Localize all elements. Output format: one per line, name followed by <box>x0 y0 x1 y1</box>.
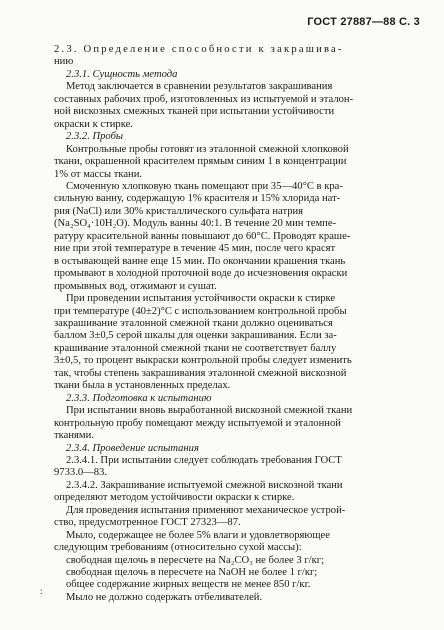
text-line: ткани была в установленных пределах. <box>54 380 231 392</box>
text-line: окраски к стирке. <box>54 118 133 130</box>
text-line: рия (NaCl) или 30% кристаллического сульфата натрия <box>54 205 304 217</box>
text-line: При испытании вновь выработанной вискозной смежной ткани <box>66 405 353 417</box>
text-line: баллом 3±0,5 серой шкалы для оценки закрашивания. Если за- <box>54 330 337 342</box>
text-line: Смоченную хлопковую ткань помещают при 35—40°С в кра- <box>66 180 343 192</box>
document-body <box>54 44 422 604</box>
subsection-heading: 2.3.4. Проведение испытания <box>66 442 199 454</box>
text-line: 1% от массы ткани. <box>54 168 143 180</box>
text-line: 2.3.4.1. При испытании следует соблюдать требования ГОСТ <box>66 454 342 466</box>
subsection-heading: 2.3.2. Пробы <box>66 131 124 143</box>
text-line: ткани, окрашенной красителем прямым синим 1 в концентрации <box>54 156 347 168</box>
text-line: Мыло не должно содержать отбеливателей. <box>66 591 263 603</box>
text-line: следующим требованиям (относительно сухой массы): <box>54 542 302 554</box>
text-line: тканями. <box>54 430 94 442</box>
text-line: ние при этой температуре в течение 45 мин, после чего красят <box>54 243 336 255</box>
text-line: При проведении испытания устойчивости окраски к стирке <box>66 293 336 305</box>
text-line: в остывающей ванне еще 15 мин. По окончании крашения ткань <box>54 255 346 267</box>
text-line: 3±0,5, то процент выкраски контрольной пробы следует изменить <box>54 355 352 367</box>
text-line: свободная щелочь в пересчете на Na₂CO₃ не более 3 г/кг; <box>66 554 325 566</box>
subsection-heading: 2.3.1. Сущность метода <box>66 68 178 80</box>
text-line: общее содержание жирных веществ не менее 850 г/кг. <box>66 579 311 591</box>
section-heading-continued: нию <box>54 56 74 68</box>
text-line: промывных вод, отжимают и сушат. <box>54 280 217 292</box>
margin-mark: : <box>40 586 43 596</box>
text-line: промывают в холодной проточной воде до исчезновения окраски <box>54 268 348 280</box>
page-header: ГОСТ 27887—88 С. 3 <box>307 16 420 28</box>
text-line: (Na₂SO₄·10H₂O). Модуль ванны 40:1. В течение 20 мин темпе- <box>54 218 337 230</box>
text-line: Для проведения испытания применяют механическое устрой- <box>66 504 346 516</box>
text-line: Метод заключается в сравнении результатов закрашивания <box>66 81 333 93</box>
text-line: закрашивание эталонной смежной ткани должно оцениваться <box>54 317 333 329</box>
text-line: ство, предусмотренное ГОСТ 27323—87. <box>54 517 241 529</box>
text-line: сильную ванну, содержащую 1% красителя и 15% хлорида нат- <box>54 193 341 205</box>
text-line: ратуру красительной ванны повышают до 60°С. Проводят крашe- <box>54 230 351 242</box>
text-line: Контрольные пробы готовят из эталонной смежной хлопковой <box>66 143 349 155</box>
text-line: крашивание эталонной смежной ткани не соответствует баллу <box>54 342 337 354</box>
text-line: Мыло, содержащее не более 5% влаги и удовлетворяющее <box>66 529 330 541</box>
text-line: определяют методом устойчивости окраски к стирке. <box>54 492 295 504</box>
text-line: при температуре (40±2)°С с использованием контрольной пробы <box>54 305 347 317</box>
text-line: свободная щелочь в пересчете на NaOH не более 1 г/кг; <box>66 567 318 579</box>
text-line: 9733.0—83. <box>54 467 107 479</box>
text-line: контрольную пробу помещают между испытуемой и эталонной <box>54 417 341 429</box>
text-line: 2.3.4.2. Закрашивание испытуемой смежной вискозной ткани <box>66 479 343 491</box>
text-line: так, чтобы степень закрашивания эталонной смежной вискозной <box>54 367 347 379</box>
text-line: ной вискозных смежных тканей при испытании устойчивости <box>54 106 335 118</box>
section-heading: 2.3. Определение способности к закрашива- <box>54 44 344 55</box>
subsection-heading: 2.3.3. Подготовка к испытанию <box>66 392 212 404</box>
text-line: составных рабочих проб, изготовленных из испытуемой и эталон- <box>54 93 354 105</box>
